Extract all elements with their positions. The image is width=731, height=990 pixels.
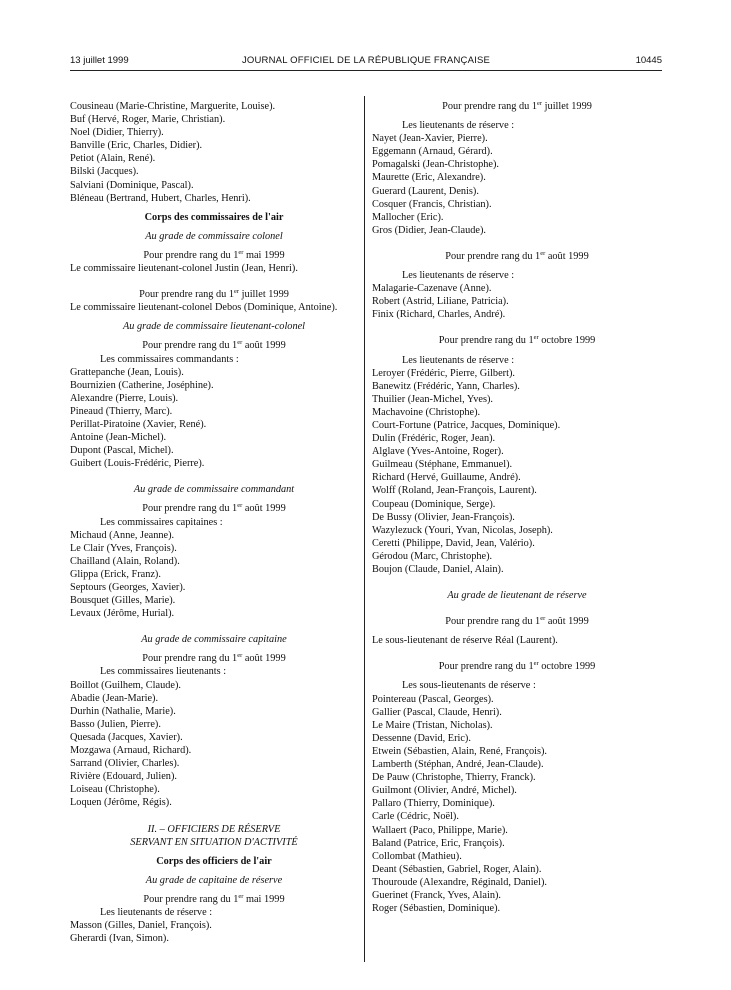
grade-heading: Au grade de commissaire capitaine (141, 634, 287, 646)
spacer (70, 275, 358, 288)
officer-entry: Boillot (Guilhem, Claude). (70, 679, 181, 691)
group-label: Les lieutenants de réserve : (402, 120, 515, 132)
spacer (70, 470, 358, 483)
section-heading: Corps des commissaires de l'air (144, 211, 284, 223)
grade-heading: Au grade de lieutenant de réserve (447, 590, 587, 602)
officer-entry: Guerard (Laurent, Denis). (372, 185, 479, 197)
officer-entry: Antoine (Jean-Michel). (70, 432, 167, 444)
spacer (372, 576, 662, 589)
issue-date: 13 juillet 1999 (70, 55, 129, 66)
officer-entry: Mallocher (Eric). (372, 211, 444, 223)
officer-entry: Bilski (Jacques). (70, 166, 139, 178)
officer-entry: Abadie (Jean-Marie). (70, 692, 159, 704)
rank-date-line: Pour prendre rang du 1er octobre 1999 (438, 334, 596, 347)
column-divider (364, 96, 365, 962)
officer-entry: Baland (Patrice, Eric, François). (372, 837, 505, 849)
officer-entry: Mozgawa (Arnaud, Richard). (70, 745, 192, 757)
header-rule (70, 70, 662, 71)
officer-entry: Loquen (Jérôme, Régis). (70, 797, 172, 809)
grade-heading: Au grade de commissaire colonel (145, 230, 283, 242)
officer-entry: Basso (Julien, Pierre). (70, 718, 161, 730)
officer-entry: Bousquet (Gilles, Marie). (70, 595, 176, 607)
rank-date-line: Pour prendre rang du 1er août 1999 (142, 652, 286, 665)
page-header (70, 55, 662, 69)
officer-entry: Thuilier (Jean-Michel, Yves). (372, 393, 493, 405)
officer-entry: De Pauw (Christophe, Thierry, Franck). (372, 772, 536, 784)
officer-entry: Guilmont (Olivier, André, Michel). (372, 785, 517, 797)
page-number: 10445 (635, 55, 662, 66)
rank-date-line: Pour prendre rang du 1er août 1999 (142, 339, 286, 352)
officer-entry: Gérodou (Marc, Christophe). (372, 550, 493, 562)
officer-entry: Salviani (Dominique, Pascal). (70, 179, 194, 191)
right-column (372, 100, 662, 915)
officer-entry: Leroyer (Frédéric, Pierre, Gilbert). (372, 367, 515, 379)
officer-entry: Ceretti (Philippe, David, Jean, Valério). (372, 537, 535, 549)
officer-entry: Maurette (Eric, Alexandre). (372, 172, 486, 184)
officer-entry: Deant (Sébastien, Gabriel, Roger, Alain). (372, 863, 542, 875)
officer-entry: Gherardi (Ivan, Simon). (70, 933, 169, 945)
officer-entry: Grattepanche (Jean, Louis). (70, 366, 184, 378)
officer-entry: Le sous-lieutenant de réserve Réal (Laurent). (372, 635, 558, 647)
officer-entry: Rivière (Edouard, Julien). (70, 771, 177, 783)
officer-entry: Le commissaire lieutenant-colonel Justin (Jean, Henri). (70, 263, 298, 275)
spacer (372, 321, 662, 334)
group-label: Les commissaires capitaines : (100, 516, 223, 528)
officer-entry: Bournizien (Catherine, Joséphine). (70, 379, 214, 391)
rank-date-line: Pour prendre rang du 1er mai 1999 (143, 248, 285, 261)
officer-entry: Gallier (Pascal, Claude, Henri). (372, 706, 502, 718)
officer-entry: Finix (Richard, Charles, André). (372, 309, 506, 321)
officer-entry: Richard (Hervé, Guillaume, André). (372, 472, 521, 484)
grade-heading: Au grade de commissaire commandant (133, 484, 295, 496)
officer-entry: Guerinet (Franck, Yves, Alain). (372, 889, 501, 901)
officer-entry: Pineaud (Thierry, Marc). (70, 405, 173, 417)
grade-heading: SERVANT EN SITUATION D'ACTIVITÉ (130, 836, 298, 848)
rank-date-line: Pour prendre rang du 1er août 1999 (445, 615, 589, 628)
officer-entry: Le commissaire lieutenant-colonel Debos (Dominique, Antoine). (70, 302, 338, 314)
spacer (372, 237, 662, 250)
officer-entry: Alexandre (Pierre, Louis). (70, 392, 179, 404)
officer-entry: Pointereau (Pascal, Georges). (372, 693, 494, 705)
section-heading: Corps des officiers de l'air (156, 855, 272, 867)
rank-date-line: Pour prendre rang du 1er août 1999 (142, 502, 286, 515)
spacer (70, 810, 358, 823)
rank-date-line: Pour prendre rang du 1er mai 1999 (143, 892, 285, 905)
officer-entry: Eggemann (Arnaud, Gérard). (372, 146, 493, 158)
group-label: Les lieutenants de réserve : (402, 354, 515, 366)
officer-entry: Banewitz (Frédéric, Yann, Charles). (372, 380, 520, 392)
officer-entry: Bléneau (Bertrand, Hubert, Charles, Henri). (70, 192, 251, 204)
officer-entry: Masson (Gilles, Daniel, François). (70, 920, 212, 932)
officer-entry: Thouroude (Alexandre, Réginald, Daniel). (372, 876, 547, 888)
spacer (70, 620, 358, 633)
officer-entry: Nayet (Jean-Xavier, Pierre). (372, 133, 488, 145)
grade-heading: II. – OFFICIERS DE RÉSERVE (147, 823, 281, 835)
officer-entry: Loiseau (Christophe). (70, 784, 160, 796)
officer-entry: Dulin (Frédéric, Roger, Jean). (372, 433, 496, 445)
officer-entry: Quesada (Jacques, Xavier). (70, 731, 183, 743)
officer-entry: Machavoine (Christophe). (372, 406, 481, 418)
officer-entry: Carle (Cédric, Noël). (372, 811, 459, 823)
rank-date-line: Pour prendre rang du 1er juillet 1999 (442, 100, 592, 112)
rank-date-line: Pour prendre rang du 1er août 1999 (445, 249, 589, 262)
officer-entry: Wolff (Roland, Jean-François, Laurent). (372, 485, 537, 497)
officer-entry: Court-Fortune (Patrice, Jacques, Dominique). (372, 419, 561, 431)
officer-entry: Roger (Sébastien, Dominique). (372, 903, 501, 915)
officer-entry: Buf (Hervé, Roger, Marie, Christian). (70, 114, 226, 126)
group-label: Les lieutenants de réserve : (100, 906, 213, 918)
officer-entry: Coupeau (Dominique, Serge). (372, 498, 496, 510)
grade-heading: Au grade de capitaine de réserve (145, 874, 283, 886)
officer-entry: Sarrand (Olivier, Charles). (70, 758, 180, 770)
officer-entry: Septours (Georges, Xavier). (70, 582, 186, 593)
officer-entry: Michaud (Anne, Jeanne). (70, 529, 175, 541)
officer-entry: De Bussy (Olivier, Jean-François). (372, 511, 515, 523)
officer-entry: Pallaro (Thierry, Dominique). (372, 798, 495, 810)
rank-date-line: Pour prendre rang du 1er octobre 1999 (438, 660, 596, 673)
officer-entry: Wazylezuck (Youri, Yvan, Nicolas, Joseph). (372, 524, 553, 536)
officer-entry: Cosquer (Francis, Christian). (372, 198, 492, 210)
spacer (372, 602, 662, 615)
officer-entry: Robert (Astrid, Liliane, Patricia). (372, 296, 509, 308)
spacer (372, 647, 662, 660)
group-label: Les commissaires commandants : (100, 353, 239, 365)
group-label: Les sous-lieutenants de réserve : (402, 680, 536, 692)
officer-entry: Banville (Eric, Charles, Didier). (70, 140, 203, 152)
officer-entry: Lamberth (Stéphan, André, Jean-Claude). (372, 759, 544, 771)
officer-entry: Guilmeau (Stéphane, Emmanuel). (372, 459, 513, 471)
left-column (70, 100, 358, 945)
group-label: Les commissaires lieutenants : (100, 666, 227, 678)
group-label: Les lieutenants de réserve : (402, 270, 515, 282)
rank-date-line: Pour prendre rang du 1er juillet 1999 (139, 288, 289, 301)
journal-title: JOURNAL OFFICIEL DE LA RÉPUBLIQUE FRANÇAISE (241, 55, 491, 66)
officer-entry: Pomagalski (Jean-Christophe). (372, 159, 499, 171)
officer-entry: Glippa (Erick, Franz). (70, 568, 161, 580)
officer-entry: Durhin (Nathalie, Marie). (70, 705, 176, 717)
officer-entry: Guibert (Louis-Frédéric, Pierre). (70, 458, 205, 470)
officer-entry: Le Clair (Yves, François). (70, 542, 177, 554)
officer-entry: Dupont (Pascal, Michel). (70, 445, 174, 457)
officer-entry: Collombat (Mathieu). (372, 850, 462, 862)
officer-entry: Dessenne (David, Eric). (372, 732, 471, 744)
officer-entry: Levaux (Jérôme, Hurial). (70, 608, 175, 620)
officer-entry: Alglave (Yves-Antoine, Roger). (372, 446, 504, 458)
officer-entry: Chailland (Alain, Roland). (70, 555, 180, 567)
officer-entry: Petiot (Alain, René). (70, 153, 156, 165)
officer-entry: Noel (Didier, Thierry). (70, 127, 164, 139)
officer-entry: Le Maire (Tristan, Nicholas). (372, 719, 493, 731)
officer-entry: Perillat-Piratoine (Xavier, René). (70, 418, 207, 430)
officer-entry: Gros (Didier, Jean-Claude). (372, 224, 486, 236)
officer-entry: Boujon (Claude, Daniel, Alain). (372, 564, 504, 575)
officer-entry: Cousineau (Marie-Christine, Marguerite, Louise). (70, 101, 276, 112)
officer-entry: Etwein (Sébastien, Alain, René, François). (372, 745, 548, 757)
grade-heading: Au grade de commissaire lieutenant-colonel (122, 321, 306, 333)
officer-entry: Wallaert (Paco, Philippe, Marie). (372, 824, 508, 836)
officer-entry: Malagarie-Cazenave (Anne). (372, 283, 492, 295)
